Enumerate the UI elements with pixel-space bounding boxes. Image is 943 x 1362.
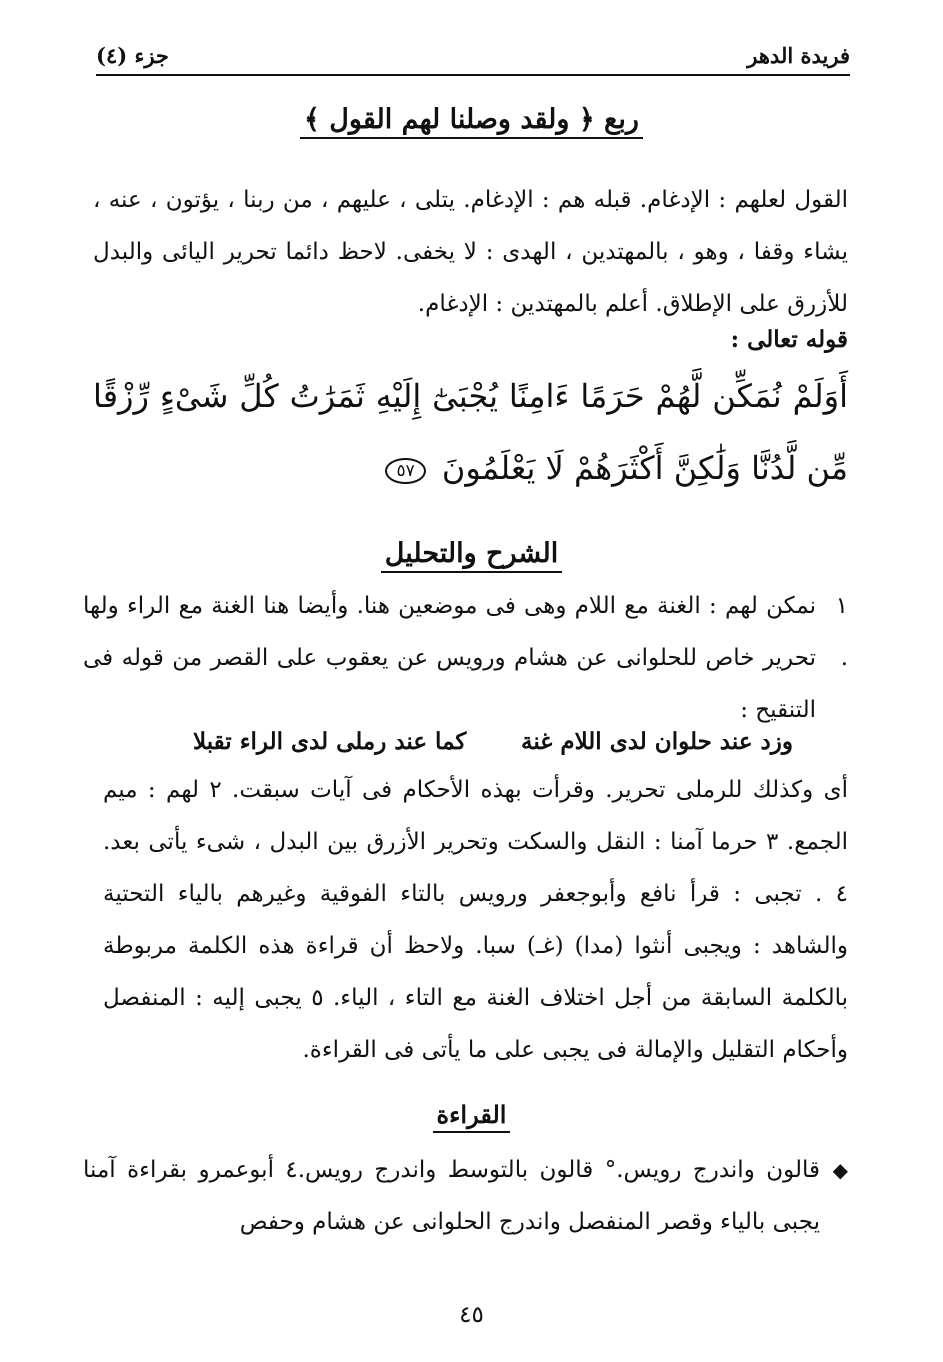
qiraa-paragraph bbox=[83, 1144, 848, 1248]
point-1-number: ١ . bbox=[835, 593, 848, 671]
poem-first-hemistich: وزد عند حلوان لدى اللام غنة bbox=[521, 728, 793, 755]
qiraa-text: قالون واندرج رويس.° قالون بالتوسط واندرج رويس.٤ أبوعمرو بقراءة آمنا يجبى بالياء وقصر المنفصل واندرج الحلوانى عن هشام وحفص bbox=[83, 1157, 820, 1235]
continuation-paragraph: أى وكذلك للرملى تحرير. وقرأت بهذه الأحكام فى آيات سبقت. ٢ لهم : ميم الجمع. ٣ حرما آمنا : النقل والسكت وتحرير الأزرق بين البدل ، شىء يأتى بعد. ٤ . تجبى : قرأ نافع وأبوجعفر ورويس بالتاء الفوقية وغيرهم بالياء التحتية والشاهد : ويجبى أنثوا (مدا) (غـ) سبا. ولاحظ أن قراءة هذه الكلمة مربوطة بالكلمة السابقة من أجل اختلاف الغنة مع التاء ، الياء. ٥ يجبى إليه : المنفصل وأحكام التقليل والإمالة فى يجبى على ما يأتى فى القراءة. bbox=[103, 777, 848, 1063]
book-title: فريدة الدهر bbox=[747, 43, 850, 68]
verse-intro: قوله تعالى : bbox=[730, 326, 848, 353]
poem-line bbox=[193, 728, 793, 755]
quran-text: أَوَلَمْ نُمَكِّن لَّهُمْ حَرَمًا ءَامِنًا يُجْبَىٰٓ إِلَيْهِ ثَمَرَٰتُ كُلِّ شَىْءٍ رِّزْقًا مِّن لَّدُنَّا وَلَٰكِنَّ أَكْثَرَهُمْ لَا يَعْلَمُونَ bbox=[93, 377, 848, 487]
rub-title: ربع ﴿ ولقد وصلنا لهم القول ﴾ bbox=[0, 104, 943, 135]
point-1 bbox=[83, 580, 848, 736]
diamond-bullet-icon: ◆ bbox=[832, 1158, 848, 1182]
running-header bbox=[96, 34, 850, 76]
point-1-text: نمكن لهم : الغنة مع اللام وهى فى موضعين هنا. وأيضا هنا الغنة مع الراء ولها تحرير خاص للحلوانى عن هشام ورويس عن يعقوب على القصر من قوله فى التنقيح : bbox=[83, 593, 816, 723]
part-label: جزء (٤) bbox=[96, 43, 169, 68]
qiraa-title: القراءة bbox=[0, 1100, 943, 1129]
poem-second-hemistich: كما عند رملى لدى الراء تقبلا bbox=[193, 728, 467, 755]
intro-paragraph: القول لعلهم : الإدغام. قبله هم : الإدغام. يتلى ، عليهم ، من ربنا ، يؤتون ، عنه ، يشاء وقفا ، وهو ، بالمهتدين ، الهدى : لا يخفى. لاحظ دائما تحرير اليائى والبدل للأزرق على الإطلاق. أعلم بالمهتدين : الإدغام. bbox=[93, 187, 849, 317]
quran-verse bbox=[93, 360, 848, 504]
ayah-number-mark: ٥٧ bbox=[385, 458, 425, 484]
page-number: ٤٥ bbox=[459, 1302, 484, 1328]
sharh-title: الشرح والتحليل bbox=[0, 538, 943, 569]
